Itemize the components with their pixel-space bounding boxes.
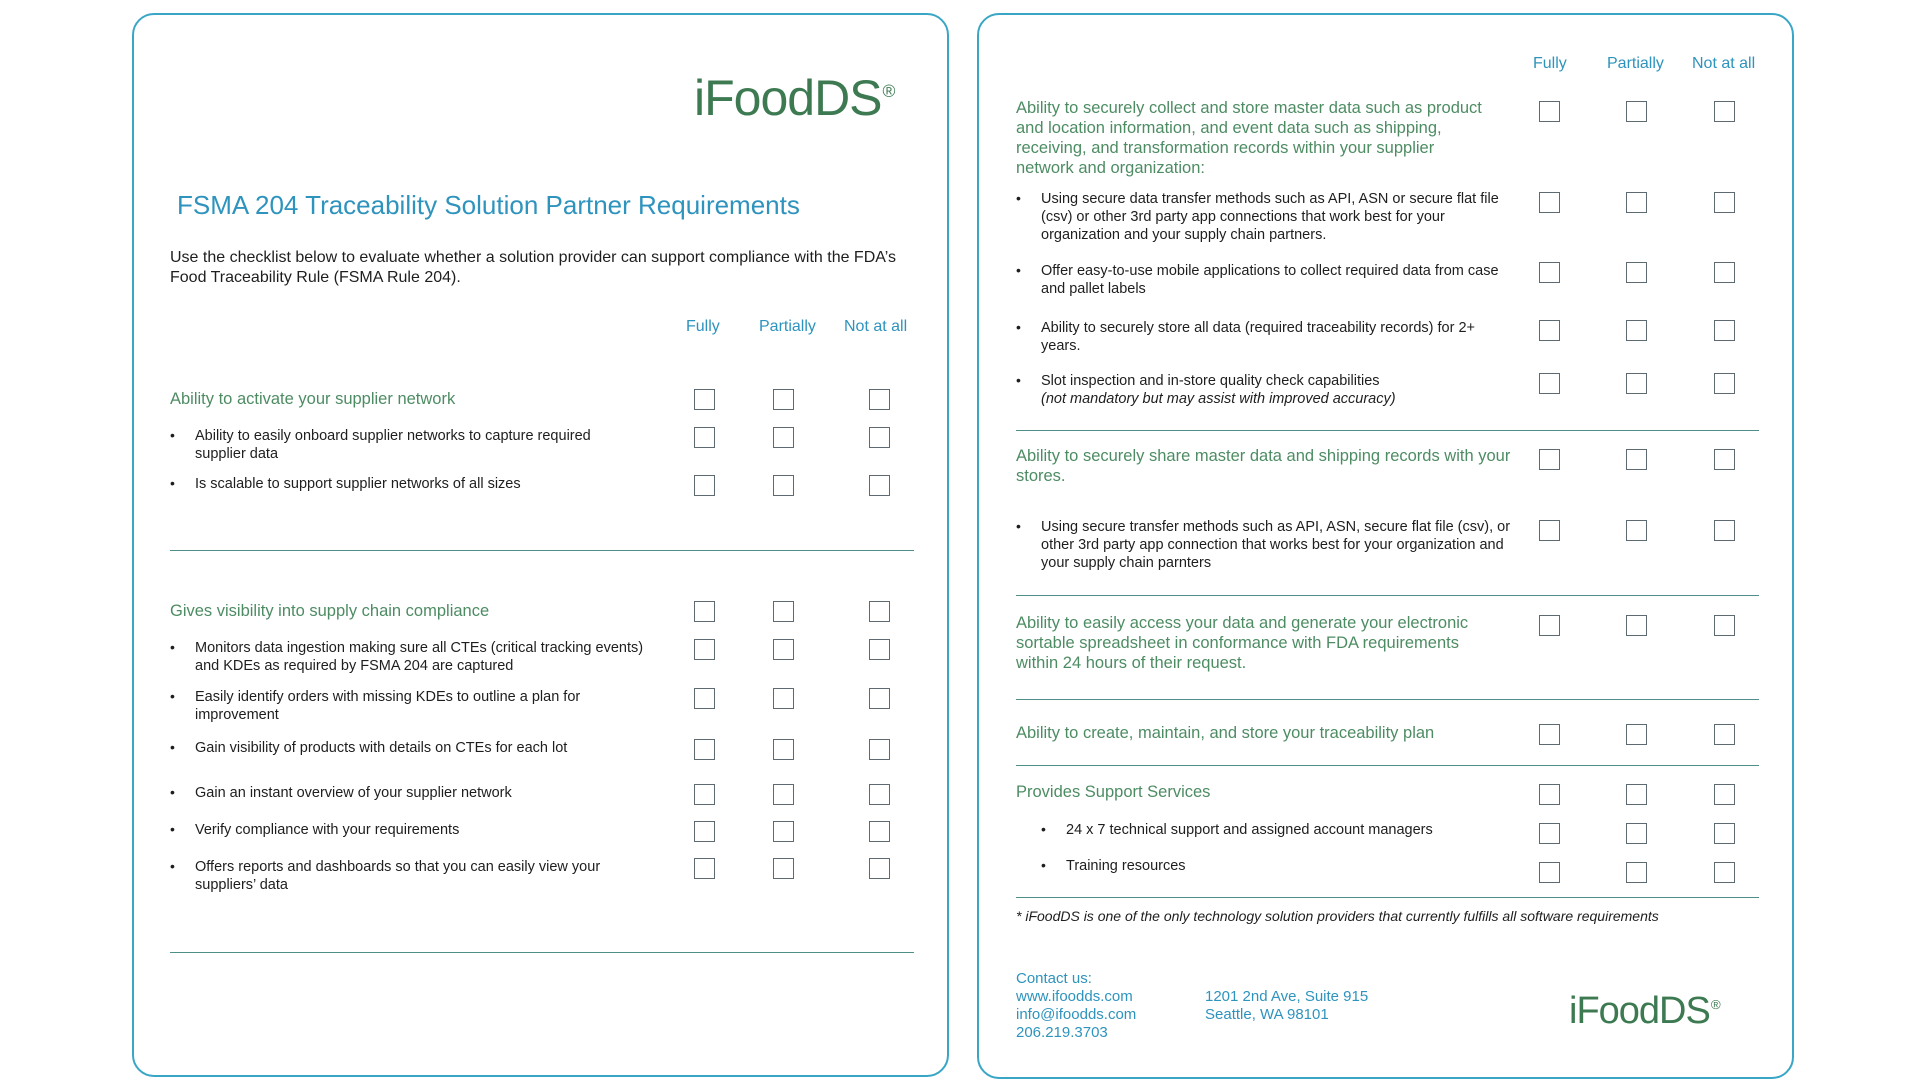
checkbox-not-at-all[interactable] (1714, 192, 1735, 213)
section-divider (1016, 897, 1759, 898)
column-header-partially: Partially (759, 318, 816, 335)
checkbox-fully[interactable] (694, 601, 715, 622)
checkbox-partially[interactable] (773, 858, 794, 879)
section-divider (1016, 595, 1759, 596)
checkbox-fully[interactable] (694, 389, 715, 410)
bullet-marker: • (1016, 262, 1021, 278)
checklist-item-text (1041, 372, 1511, 408)
checkbox-partially[interactable] (773, 739, 794, 760)
bullet-marker: • (170, 821, 175, 837)
checkbox-not-at-all[interactable] (1714, 520, 1735, 541)
checkbox-partially[interactable] (773, 821, 794, 842)
checkbox-not-at-all[interactable] (869, 821, 890, 842)
bullet-marker: • (1041, 821, 1046, 837)
bullet-marker: • (1016, 190, 1021, 206)
checkbox-fully[interactable] (1539, 262, 1560, 283)
checkbox-partially[interactable] (1626, 101, 1647, 122)
column-header-not-at-all: Not at all (1692, 55, 1756, 72)
checkbox-fully[interactable] (1539, 101, 1560, 122)
checkbox-fully[interactable] (694, 475, 715, 496)
checkbox-partially[interactable] (1626, 724, 1647, 745)
bullet-marker: • (170, 784, 175, 800)
checkbox-not-at-all[interactable] (1714, 784, 1735, 805)
bullet-marker: • (170, 858, 175, 874)
section-divider (1016, 430, 1759, 431)
checkbox-fully[interactable] (1539, 724, 1560, 745)
checkbox-not-at-all[interactable] (1714, 449, 1735, 470)
phone-number: 206.219.3703 (1016, 1024, 1108, 1041)
checkbox-not-at-all[interactable] (869, 739, 890, 760)
bullet-marker: • (170, 427, 175, 443)
checklist-item-text: Easily identify orders with missing KDEs to outline a plan for improvement (195, 689, 581, 723)
checkbox-partially[interactable] (1626, 320, 1647, 341)
bullet-marker: • (170, 739, 175, 755)
checklist-item-text: Gain an instant overview of your supplier network (195, 785, 512, 801)
checkbox-fully[interactable] (694, 858, 715, 879)
section-heading: Ability to securely collect and store master data such as product and location information, and event data such as shipping, receiving, and transformation records within your supplier network and organization: (1016, 99, 1482, 177)
checklist-item-text: Offers reports and dashboards so that you can easily view your suppliers’ data (195, 859, 601, 893)
checkbox-fully[interactable] (694, 688, 715, 709)
checklist-item-text: Using secure transfer methods such as API, ASN, secure flat file (csv), or other 3rd party app connection that works best for your organization and your supply chain parnters (1041, 519, 1511, 571)
checkbox-not-at-all[interactable] (869, 475, 890, 496)
address-line-2: Seattle, WA 98101 (1205, 1006, 1329, 1023)
checkbox-fully[interactable] (694, 784, 715, 805)
address (1205, 988, 1368, 1024)
checkbox-not-at-all[interactable] (869, 639, 890, 660)
bullet-marker: • (1016, 319, 1021, 335)
checkbox-fully[interactable] (1539, 615, 1560, 636)
checkbox-fully[interactable] (1539, 823, 1560, 844)
checkbox-not-at-all[interactable] (869, 688, 890, 709)
intro-paragraph: Use the checklist below to evaluate whether a solution provider can support compliance with the FDA’s Food Traceability Rule (FSMA Rule 204). (170, 249, 897, 286)
bullet-marker: • (1041, 857, 1046, 873)
checkbox-not-at-all[interactable] (1714, 262, 1735, 283)
checklist-item-text: Ability to securely store all data (required traceability records) for 2+ years. (1041, 320, 1475, 354)
contact-details (1016, 988, 1136, 1042)
checklist-item-text: Ability to easily onboard supplier networks to capture required supplier data (195, 428, 591, 462)
checklist-item-text: Verify compliance with your requirements (195, 822, 460, 838)
checkbox-partially[interactable] (773, 601, 794, 622)
bullet-marker: • (1016, 518, 1021, 534)
ifoodds-logo: iFoodDS® (694, 70, 895, 126)
checkbox-partially[interactable] (773, 427, 794, 448)
checkbox-partially[interactable] (773, 639, 794, 660)
right-page-panel (977, 13, 1794, 1079)
checkbox-partially[interactable] (1626, 823, 1647, 844)
section-heading: Ability to create, maintain, and store your traceability plan (1016, 724, 1435, 742)
left-page-panel (132, 13, 949, 1077)
checkbox-partially[interactable] (773, 389, 794, 410)
website-link[interactable]: www.ifoodds.com (1016, 988, 1133, 1005)
checkbox-partially[interactable] (773, 688, 794, 709)
checklist-item-text: Offer easy-to-use mobile applications to collect required data from case and pallet labels (1041, 263, 1499, 297)
bullet-marker: • (170, 639, 175, 655)
document-title: FSMA 204 Traceability Solution Partner Requirements (177, 190, 800, 220)
checklist-item-note: (not mandatory but may assist with improved accuracy) (1041, 391, 1396, 407)
checkbox-fully[interactable] (1539, 192, 1560, 213)
bullet-marker: • (170, 475, 175, 491)
column-header-fully: Fully (1533, 55, 1567, 72)
checkbox-fully[interactable] (1539, 862, 1560, 883)
section-divider (170, 952, 914, 953)
section-divider (1016, 699, 1759, 700)
checkbox-fully[interactable] (1539, 320, 1560, 341)
checkbox-not-at-all[interactable] (869, 601, 890, 622)
checkbox-partially[interactable] (1626, 862, 1647, 883)
checkbox-partially[interactable] (1626, 784, 1647, 805)
checklist-item-text: Gain visibility of products with details on CTEs for each lot (195, 740, 568, 756)
section-divider (170, 550, 914, 551)
checkbox-not-at-all[interactable] (1714, 823, 1735, 844)
checkbox-fully[interactable] (694, 639, 715, 660)
checkbox-fully[interactable] (694, 821, 715, 842)
checklist-item-text: Training resources (1066, 858, 1186, 874)
checklist-item-text: Is scalable to support supplier networks of all sizes (195, 476, 521, 492)
checkbox-partially[interactable] (1626, 520, 1647, 541)
checkbox-not-at-all[interactable] (1714, 615, 1735, 636)
checkbox-partially[interactable] (1626, 373, 1647, 394)
column-header-fully: Fully (686, 318, 720, 335)
section-heading: Ability to activate your supplier network (170, 390, 456, 408)
column-header-not-at-all: Not at all (844, 318, 908, 335)
checkbox-fully[interactable] (1539, 373, 1560, 394)
checkbox-partially[interactable] (773, 784, 794, 805)
checkbox-not-at-all[interactable] (869, 389, 890, 410)
checkbox-not-at-all[interactable] (1714, 320, 1735, 341)
checklist-item-text: Monitors data ingestion making sure all CTEs (critical tracking events) and KDEs as required by FSMA 204 are captured (195, 640, 644, 674)
bullet-marker: • (1016, 372, 1021, 388)
column-header-partially: Partially (1607, 55, 1664, 72)
section-heading: Gives visibility into supply chain compliance (170, 602, 490, 620)
checklist-item-main: Slot inspection and in-store quality check capabilities (1041, 373, 1380, 389)
checkbox-fully[interactable] (1539, 784, 1560, 805)
section-divider (1016, 765, 1759, 766)
checkbox-fully[interactable] (1539, 449, 1560, 470)
checklist-item-text: Using secure data transfer methods such as API, ASN or secure flat file (csv) or other 3rd party app connections that work best for your organization and your supply chain partners. (1041, 191, 1499, 243)
section-heading: Provides Support Services (1016, 783, 1211, 801)
checkbox-partially[interactable] (773, 475, 794, 496)
checkbox-not-at-all[interactable] (1714, 724, 1735, 745)
checkbox-partially[interactable] (1626, 449, 1647, 470)
ifoodds-logo: iFoodDS® (1569, 990, 1720, 1032)
checkbox-fully[interactable] (1539, 520, 1560, 541)
checkbox-partially[interactable] (1626, 615, 1647, 636)
address-line-1: 1201 2nd Ave, Suite 915 (1205, 988, 1369, 1005)
checklist-item-text: 24 x 7 technical support and assigned account managers (1066, 822, 1433, 838)
checkbox-not-at-all[interactable] (869, 427, 890, 448)
checkbox-fully[interactable] (694, 739, 715, 760)
email-link[interactable]: info@ifoodds.com (1016, 1006, 1137, 1023)
checkbox-not-at-all[interactable] (1714, 373, 1735, 394)
checkbox-not-at-all[interactable] (869, 784, 890, 805)
footnote: * iFoodDS is one of the only technology solution providers that currently fulfills all software requirements (1016, 908, 1659, 924)
checkbox-partially[interactable] (1626, 262, 1647, 283)
checkbox-not-at-all[interactable] (869, 858, 890, 879)
checkbox-not-at-all[interactable] (1714, 862, 1735, 883)
checkbox-not-at-all[interactable] (1714, 101, 1735, 122)
checkbox-partially[interactable] (1626, 192, 1647, 213)
checkbox-fully[interactable] (694, 427, 715, 448)
section-heading: Ability to easily access your data and generate your electronic sortable spreadsheet in conformance with FDA requirements within 24 hours of their request. (1016, 614, 1469, 672)
section-heading: Ability to securely share master data and shipping records with your stores. (1016, 447, 1511, 485)
contact-label: Contact us: (1016, 970, 1092, 987)
bullet-marker: • (170, 688, 175, 704)
